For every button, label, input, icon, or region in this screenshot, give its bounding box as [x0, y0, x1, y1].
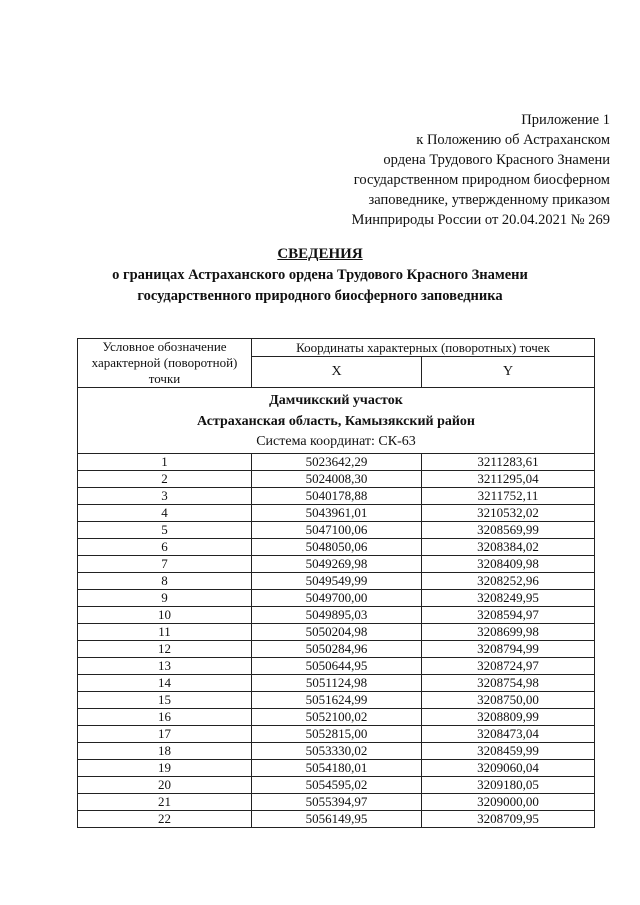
document-title: [0, 244, 640, 307]
y-coordinate-cell: 3208249,95: [422, 590, 595, 607]
x-coordinate-cell: 5043961,01: [252, 505, 422, 522]
y-coordinate-cell: 3208384,02: [422, 539, 595, 556]
table-row: [78, 709, 595, 726]
coordinate-system: Система координат: СК-63: [256, 434, 416, 449]
x-coordinate-cell: 5049895,03: [252, 607, 422, 624]
x-coordinate-cell: 5053330,02: [252, 743, 422, 760]
point-number-cell: 11: [78, 624, 252, 641]
x-coordinate-cell: 5052100,02: [252, 709, 422, 726]
x-coordinate-cell: 5054595,02: [252, 777, 422, 794]
table-row: [78, 590, 595, 607]
x-coordinate-cell: 5050644,95: [252, 658, 422, 675]
appendix-line: заповеднике, утвержденному приказом: [368, 192, 610, 208]
table-row: [78, 777, 595, 794]
y-coordinate-cell: 3208459,99: [422, 743, 595, 760]
y-coordinate-cell: 3208594,97: [422, 607, 595, 624]
appendix-line: Приложение 1: [521, 112, 610, 128]
point-number-cell: 7: [78, 556, 252, 573]
y-coordinate-cell: 3208724,97: [422, 658, 595, 675]
point-number-cell: 17: [78, 726, 252, 743]
y-coordinate-cell: 3211283,61: [422, 454, 595, 471]
table-row: [78, 471, 595, 488]
y-coordinate-cell: 3208809,99: [422, 709, 595, 726]
table-row: [78, 743, 595, 760]
table-row: [78, 573, 595, 590]
table-row: [78, 454, 595, 471]
section-name: Дамчикский участок: [269, 393, 403, 408]
point-number-cell: 22: [78, 811, 252, 828]
point-number-cell: 8: [78, 573, 252, 590]
x-coordinate-cell: 5049269,98: [252, 556, 422, 573]
coordinates-table: [77, 338, 595, 828]
title-line-1: о границах Астраханского ордена Трудового Красного Знамени: [112, 267, 528, 283]
point-number-cell: 15: [78, 692, 252, 709]
table-row: [78, 539, 595, 556]
table-row: [78, 726, 595, 743]
table-row: [78, 675, 595, 692]
table-row: [78, 692, 595, 709]
point-number-cell: 9: [78, 590, 252, 607]
table-row: [78, 607, 595, 624]
y-coordinate-cell: 3208699,98: [422, 624, 595, 641]
x-coordinate-cell: 5055394,97: [252, 794, 422, 811]
title-line-2: государственного природного биосферного заповедника: [137, 288, 503, 304]
y-coordinate-cell: 3209060,04: [422, 760, 595, 777]
point-number-cell: 10: [78, 607, 252, 624]
point-number-cell: 2: [78, 471, 252, 488]
point-number-cell: 5: [78, 522, 252, 539]
x-coordinate-cell: 5049700,00: [252, 590, 422, 607]
point-number-cell: 16: [78, 709, 252, 726]
table-row: [78, 488, 595, 505]
y-coordinate-cell: 3211752,11: [422, 488, 595, 505]
y-coordinate-cell: 3208709,95: [422, 811, 595, 828]
point-number-cell: 14: [78, 675, 252, 692]
section-region: Астраханская область, Камызякский район: [196, 414, 476, 429]
point-number-cell: 1: [78, 454, 252, 471]
point-number-cell: 20: [78, 777, 252, 794]
table-row: [78, 505, 595, 522]
appendix-line: к Положению об Астраханском: [416, 132, 610, 148]
point-label-header: Условное обозначение характерной (поворотной) точки: [78, 339, 252, 388]
y-coordinate-cell: 3208473,04: [422, 726, 595, 743]
y-header: Y: [422, 357, 595, 388]
x-coordinate-cell: 5051124,98: [252, 675, 422, 692]
table-row: [78, 624, 595, 641]
appendix-block: [352, 110, 610, 230]
x-coordinate-cell: 5048050,06: [252, 539, 422, 556]
x-coordinate-cell: 5050204,98: [252, 624, 422, 641]
coords-header: Координаты характерных (поворотных) точек: [252, 339, 595, 357]
x-coordinate-cell: 5040178,88: [252, 488, 422, 505]
table-row: [78, 556, 595, 573]
table-row: [78, 794, 595, 811]
x-coordinate-cell: 5047100,06: [252, 522, 422, 539]
y-coordinate-cell: 3208569,99: [422, 522, 595, 539]
point-number-cell: 6: [78, 539, 252, 556]
y-coordinate-cell: 3208252,96: [422, 573, 595, 590]
x-coordinate-cell: 5056149,95: [252, 811, 422, 828]
point-number-cell: 18: [78, 743, 252, 760]
point-number-cell: 4: [78, 505, 252, 522]
y-coordinate-cell: 3210532,02: [422, 505, 595, 522]
y-coordinate-cell: 3211295,04: [422, 471, 595, 488]
y-coordinate-cell: 3208750,00: [422, 692, 595, 709]
y-coordinate-cell: 3209000,00: [422, 794, 595, 811]
x-coordinate-cell: 5049549,99: [252, 573, 422, 590]
table-row: [78, 522, 595, 539]
title-main: СВЕДЕНИЯ: [277, 246, 363, 262]
y-coordinate-cell: 3208754,98: [422, 675, 595, 692]
x-coordinate-cell: 5024008,30: [252, 471, 422, 488]
appendix-line: государственном природном биосферном: [353, 172, 610, 188]
y-coordinate-cell: 3209180,05: [422, 777, 595, 794]
y-coordinate-cell: 3208409,98: [422, 556, 595, 573]
point-number-cell: 3: [78, 488, 252, 505]
x-coordinate-cell: 5054180,01: [252, 760, 422, 777]
table-row: [78, 811, 595, 828]
x-coordinate-cell: 5052815,00: [252, 726, 422, 743]
appendix-line: ордена Трудового Красного Знамени: [383, 152, 610, 168]
x-coordinate-cell: 5023642,29: [252, 454, 422, 471]
table-row: [78, 658, 595, 675]
table-row: [78, 760, 595, 777]
point-number-cell: 12: [78, 641, 252, 658]
x-coordinate-cell: 5051624,99: [252, 692, 422, 709]
x-coordinate-cell: 5050284,96: [252, 641, 422, 658]
appendix-line: Минприроды России от 20.04.2021 № 269: [351, 212, 610, 228]
x-header: X: [252, 357, 422, 388]
point-number-cell: 21: [78, 794, 252, 811]
table-row: [78, 641, 595, 658]
point-number-cell: 19: [78, 760, 252, 777]
y-coordinate-cell: 3208794,99: [422, 641, 595, 658]
section-header: [78, 388, 595, 454]
point-number-cell: 13: [78, 658, 252, 675]
